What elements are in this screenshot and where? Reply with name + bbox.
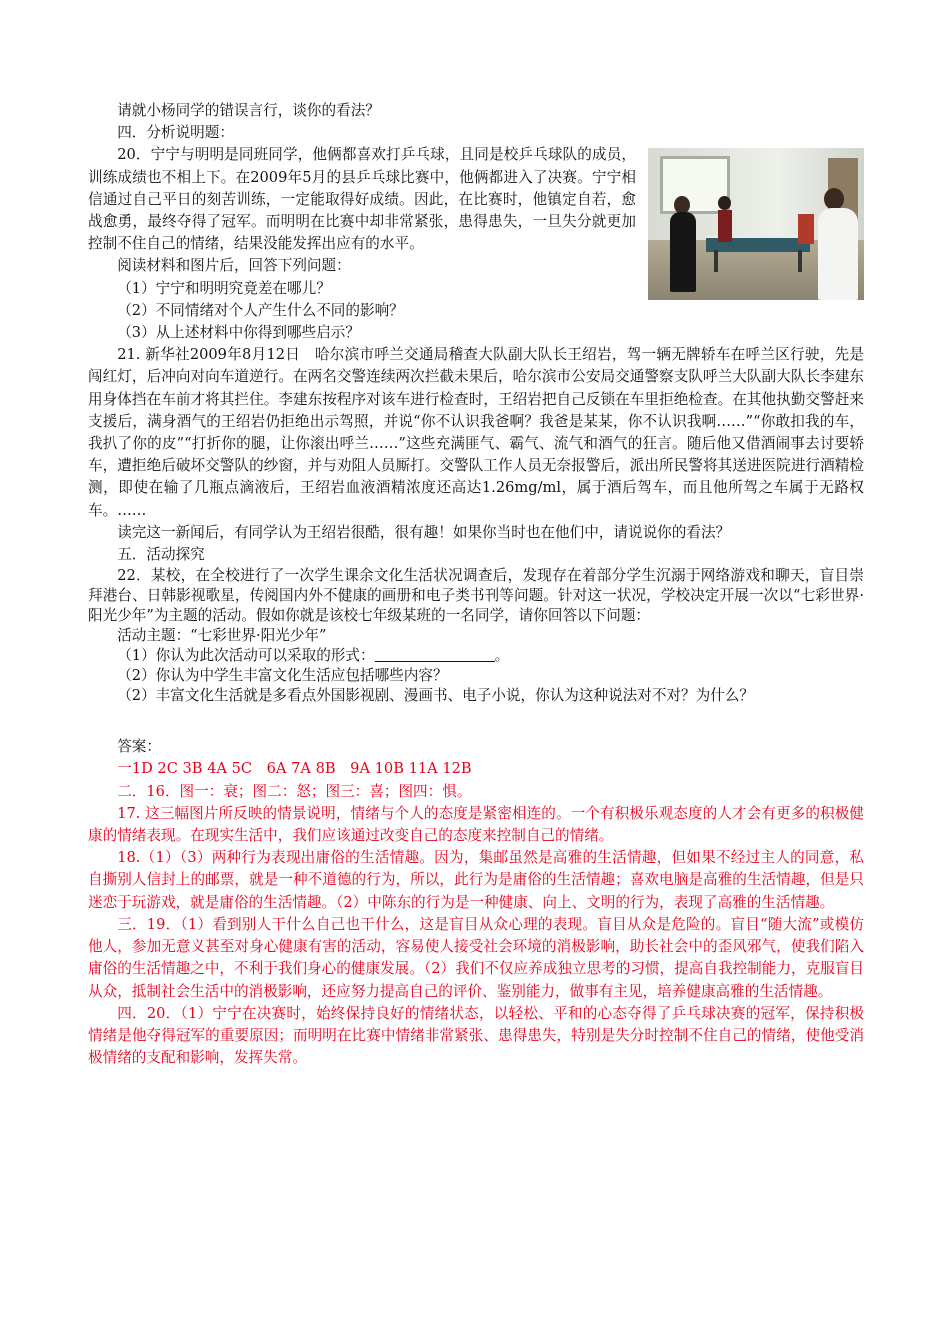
question-22 <box>88 566 864 706</box>
answer-item-3: 17. 这三幅图片所反映的情景说明，情绪与个人的态度是紧密相连的。一个有积极乐观态度的人才会有更多的积极健康的情绪表现。在现实生活中，我们应该通过改变自己的态度来控制自己的情绪。 <box>88 804 864 845</box>
q22-items <box>88 666 864 706</box>
q20-line-3: （2）不同情绪对个人产生什么不同的影响？ <box>117 301 404 319</box>
q22-item-1: （1）你认为此次活动可以采取的形式： 。 <box>117 647 510 665</box>
q20-passage: 20．宁宁与明明是同班同学，他俩都喜欢打乒乓球，且同是校乒乓球队的成员，训练成绩也不相上下。在2009年5月的县乒乓球比赛中，他俩都进入了决赛。宁宁相信通过自己平日的刻苦训练，一定能取得好成绩。因此，在比赛时，他镇定自若，愈战愈勇，最终夺得了冠军。而明明在比赛中却非常紧张，患得患失，一旦失分就更加控制不住自己的情绪，结果没能发挥出应有的水平。 <box>88 146 636 253</box>
document-body <box>88 100 864 1069</box>
q21-passage: 21. 新华社2009年8月12日 哈尔滨市呼兰交通局稽查大队副大队长王绍岩，驾一辆无牌轿车在呼兰区行驶，先是闯红灯，后冲向对向车道逆行。在两名交警连续两次拦截未果后，哈尔滨市公安局交通警察支队呼兰大队副大队长李建东用身体挡在车前才将其拦住。李建东按程序对该车进行检查时，王绍岩把自己反锁在车里拒绝检查。在其他执勤交警赶来支援后，满身酒气的王绍岩仍拒绝出示驾照，并说“你不认识我爸啊？我爸是某某，你不认识我啊……”“你敢扣我的车，我扒了你的皮”“打折你的腿，让你滚出呼兰……”这些充满匪气、霸气、流气和酒气的狂言。随后他又借酒闹事去讨要轿车，遭拒绝后破坏交警队的纱窗，并与劝阻人员厮打。交警队工作人员无奈报警后，派出所民警将其送进医院进行酒精检测，即使在输了几瓶点滴液后，王绍岩血液酒精浓度还高达1.26mg/ml，属于酒后驾车，而且他所驾之车属于无路权车。…… <box>88 346 864 519</box>
q20-line-1: 阅读材料和图片后，回答下列问题： <box>117 257 351 275</box>
q20-line-2: （1）宁宁和明明究竟差在哪儿？ <box>117 279 331 297</box>
answer-blank[interactable] <box>375 647 495 662</box>
answer-key <box>88 758 864 1069</box>
q22-item-2: （2）丰富文化生活就是多看点外国影视剧、漫画书、电子小说，你认为这种说法对不对？为什么？ <box>117 687 755 705</box>
answer-label: 答案： <box>117 738 161 756</box>
question-21 <box>88 344 864 544</box>
q20-line-4: （3）从上述材料中你得到哪些启示？ <box>117 324 360 342</box>
question-20 <box>88 144 864 344</box>
section-five-heading: 五．活动探究 <box>117 546 205 564</box>
answer-item-1: 一1D 2C 3B 4A 5C 6A 7A 8B 9A 10B 11A 12B <box>117 760 472 778</box>
q22-theme: 活动主题：“七彩世界·阳光少年” <box>117 627 327 645</box>
instruction-line-1: 请就小杨同学的错误言行，谈你的看法？ <box>117 102 380 119</box>
q22-passage: 22．某校，在全校进行了一次学生课余文化生活状况调查后，发现存在着部分学生沉溺于网络游戏和聊天，盲目崇拜港台、日韩影视歌星，传阅国内外不健康的画册和电子类书刊等问题。针对这一状况，学校决定开展一次以“七彩世界·阳光少年”为主题的活动。假如你就是该校七年级某班的一名同学，请你回答以下问题： <box>88 567 864 625</box>
table-tennis-photo <box>648 148 864 300</box>
answer-item-2: 二．16．图一：衰；图二：怒；图三：喜；图四：惧。 <box>117 782 472 800</box>
question-instructions <box>88 100 864 144</box>
answer-item-6: 四．20．（1）宁宁在决赛时，始终保持良好的情绪状态，以轻松、平和的心态夺得了乒乓球决赛的冠军，保持积极情绪是他夺得冠军的重要原因；而明明在比赛中情绪非常紧张、患得患失，特别是失分时控制不住自己的情绪，使他受消极情绪的支配和影响，发挥失常。 <box>88 1004 864 1067</box>
instruction-line-2: 四．分析说明题： <box>117 124 234 142</box>
q22-item-1: （2）你认为中学生丰富文化生活应包括哪些内容？ <box>117 667 448 685</box>
answer-item-5: 三．19．（1）看到别人干什么自己也干什么，这是盲目从众心理的表现。盲目从众是危险的。盲目“随大流”或模仿他人，参加无意义甚至对身心健康有害的活动，容易使人接受社会环境的消极影响，助长社会中的歪风邪气，使我们陷入庸俗的生活情趣之中，不利于我们身心的健康发展。（2）我们不仅应养成独立思考的习惯，提高自我控制能力，克服盲目从众，抵制社会生活中的消极影响，还应努力提高自己的评价、鉴别能力，做事有主见，培养健康高雅的生活情趣。 <box>88 915 864 1000</box>
answer-item-4: 18.（1）（3）两种行为表现出庸俗的生活情趣。因为，集邮虽然是高雅的生活情趣，但如果不经过主人的同意，私自撕别人信封上的邮票，就是一种不道德的行为，所以，此行为是庸俗的生活情趣；喜欢电脑是高雅的生活情趣，但是只迷恋于玩游戏，就是庸俗的生活情趣。（2）中陈东的行为是一种健康、向上、文明的行为，表现了高雅的生活情趣。 <box>88 849 864 911</box>
q21-question: 读完这一新闻后，有同学认为王绍岩很酷，很有趣！如果你当时也在他们中，请说说你的看法？ <box>117 523 731 541</box>
